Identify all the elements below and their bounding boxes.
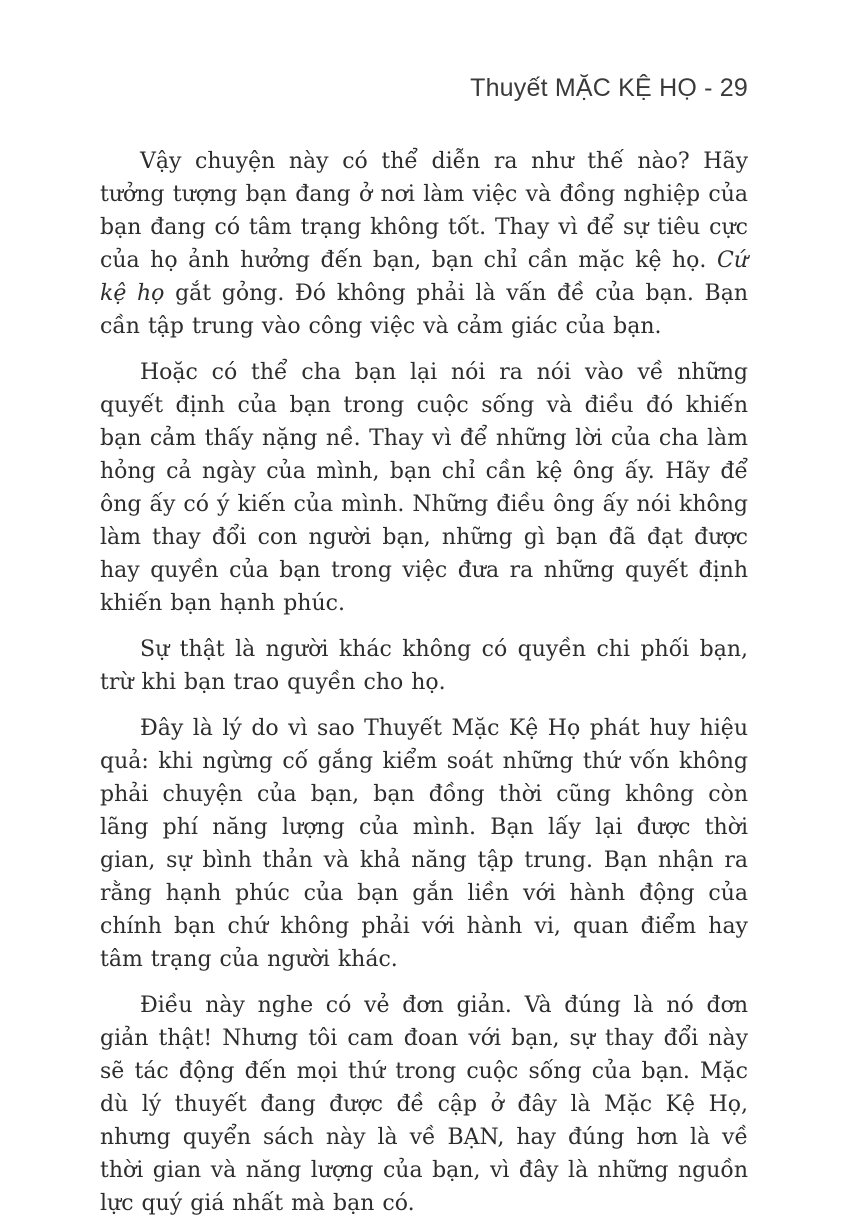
text-run: Đây là lý do vì sao Thuyết Mặc Kệ Họ phát huy hiệu quả: khi ngừng cố gắng kiểm soát những thứ vốn không phải chuyện của bạn, bạn đồng thời cũng không còn lãng phí năng lượng của mình. Bạn lấy lại được thời gian, sự bình thản và khả năng tập trung. Bạn nhận ra rằng hạnh phúc của bạn gắn liền với hành động của chính bạn chứ không phải với hành vi, quan điểm hay tâm trạng của người khác. (100, 716, 748, 972)
text-run: Điều này nghe có vẻ đơn giản. Và đúng là nó đơn giản thật! Nhưng tôi cam đoan với bạn, sự thay đổi này sẽ tác động đến mọi thứ trong cuộc sống của bạn. Mặc dù lý thuyết đang được đề cập ở đây là Mặc Kệ Họ, nhưng quyển sách này là về BẠN, hay đúng hơn là về thời gian và năng lượng của bạn, vì đây là những nguồn lực quý giá nhất mà bạn có. (100, 993, 748, 1216)
text-run: Sự thật là người khác không có quyền chi phối bạn, trừ khi bạn trao quyền cho họ. (100, 637, 748, 695)
paragraph (100, 712, 748, 976)
italic-phrase: Cứ kệ họ (100, 248, 748, 306)
text-run: gắt gỏng. Đó không phải là vấn đề của bạn. Bạn cần tập trung vào công việc và cảm giác của bạn. (100, 281, 748, 339)
text-run: Vậy chuyện này có thể diễn ra như thế nào? Hãy tưởng tượng bạn đang ở nơi làm việc và đồng nghiệp của bạn đang có tâm trạng không tốt. Thay vì để sự tiêu cực của họ ảnh hưởng đến bạn, bạn chỉ cần mặc kệ họ. (100, 149, 748, 273)
paragraph (100, 356, 748, 620)
text-run: Hoặc có thể cha bạn lại nói ra nói vào về những quyết định của bạn trong cuộc sống và điều đó khiến bạn cảm thấy nặng nề. Thay vì để những lời của cha làm hỏng cả ngày của mình, bạn chỉ cần kệ ông ấy. Hãy để ông ấy có ý kiến của mình. Những điều ông ấy nói không làm thay đổi con người bạn, những gì bạn đã đạt được hay quyền của bạn trong việc đưa ra những quyết định khiến bạn hạnh phúc. (100, 360, 748, 616)
paragraph (100, 989, 748, 1220)
paragraph (100, 633, 748, 699)
paragraph (100, 145, 748, 343)
running-header (100, 72, 748, 105)
page-body (100, 145, 748, 1220)
page-header-title: Thuyết MẶC KỆ HỌ - 29 (470, 74, 748, 102)
